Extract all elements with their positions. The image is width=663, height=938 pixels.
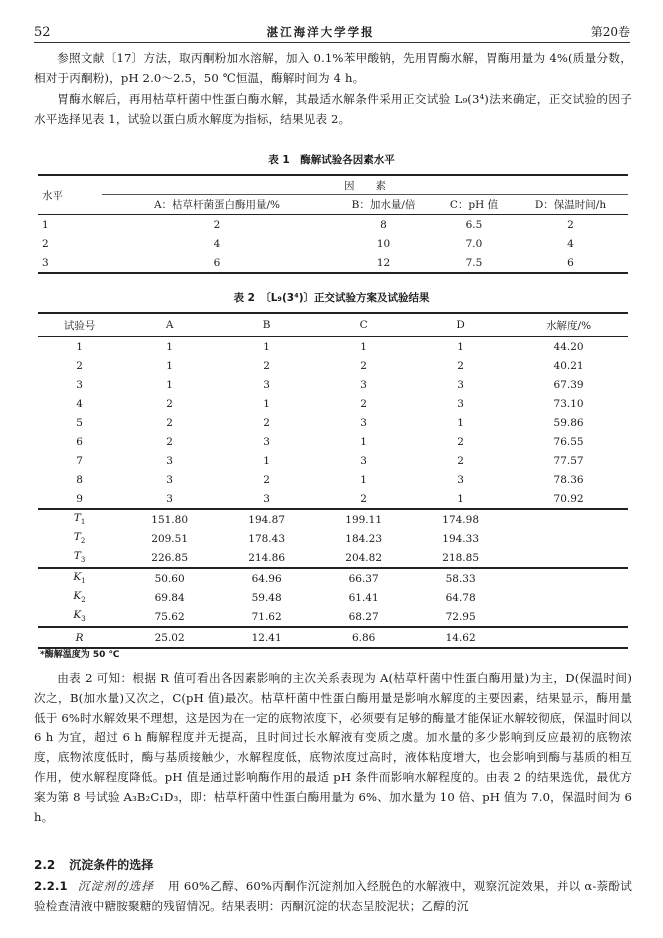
factor-level: 2 (166, 397, 173, 410)
stat-value: 61.41 (348, 591, 379, 604)
empty-cell (509, 529, 628, 548)
table1-row (38, 215, 628, 235)
table2-col-c: C (315, 313, 412, 337)
table1 (38, 174, 628, 274)
table2-k-row (38, 568, 628, 588)
table2-r-row (38, 627, 628, 648)
discussion-paragraph: 由表 2 可知：根据 R 值可看出各因素影响的主次关系表现为 A(枯草杆菌中性蛋白酶用量)为主，D(保温时间)次之，B(加水量)又次之，C(pH 值)最次。枯草杆菌中性蛋白酶用量是影响水解度的主要因素，结果显示，酶用量低于 6%时水解效果不理想，这是因为在一定的底物浓度下，必须要有足够的酶量才能保证水解较彻底，保温时间以 6 h 为宜，超过 6 h 酶解程度并无提高，且时间过长水解液有变质之虞。加水量的多少影响到反应最初的底物浓度，底物浓度低时，酶与基质接触少，水解程度低，底物浓度过高时，液体粘度增大，也会影响到酶与基质的相互作用，使水解程度降低。pH 值是通过影响酶作用的最适 pH 条件而影响水解程度的。由表 2 的结果选优，最优方案为第 8 号试验 A₃B₂C₁D₃，即：枯草杆菌中性蛋白酶用量为 6%、加水量为 10 倍、pH 值为 7.0，保温时间为 6 h。 (34, 671, 632, 824)
factor-level: 2 (360, 359, 367, 372)
stat-value: 68.27 (348, 610, 379, 623)
stat-subscript: 2 (80, 537, 86, 546)
journal-title: 湛江海洋大学学报 (266, 25, 375, 39)
stat-value: 209.51 (151, 532, 189, 545)
stat-value: 199.11 (315, 509, 412, 529)
page-number: 52 (34, 25, 51, 40)
stat-value: 64.78 (445, 591, 476, 604)
table1-cell: 6.5 (465, 218, 483, 231)
table1-col-a: A：枯草杆菌蛋白酶用量/% (102, 195, 332, 215)
table1-caption: 表 1 酶解试验各因素水平 (268, 154, 395, 166)
factor-level: 1 (166, 378, 173, 391)
factor-level: 3 (360, 454, 367, 467)
stat-value: 71.62 (251, 610, 282, 623)
table1-cell: 6 (513, 253, 628, 273)
table2-t-row (38, 509, 628, 529)
factor-level: 3 (360, 378, 367, 391)
stat-label (38, 568, 121, 588)
table1-cell: 7.0 (465, 237, 483, 250)
stat-value: 184.23 (345, 532, 383, 545)
stat-value: 59.48 (251, 591, 282, 604)
stat-value: 151.80 (121, 509, 218, 529)
factor-level: 3 (166, 473, 173, 486)
table2-row (38, 356, 628, 375)
stat-label (38, 509, 121, 529)
stat-symbol: K (73, 590, 82, 603)
stat-value: 58.33 (412, 568, 509, 588)
factor-level: 3 (263, 435, 270, 448)
factor-level: 3 (166, 492, 173, 505)
trial-number: 7 (76, 454, 83, 467)
table1-cell: 2 (567, 218, 574, 231)
table1-level: 2 (42, 237, 49, 250)
section-title: 沉淀条件的选择 (69, 858, 154, 872)
trial-number: 3 (76, 378, 83, 391)
factor-level: 2 (263, 416, 270, 429)
trial-number: 8 (76, 473, 83, 486)
table2-row (38, 394, 628, 413)
factor-level: 3 (360, 416, 367, 429)
empty-cell (509, 588, 628, 607)
empty-cell (509, 568, 628, 588)
factor-level: 1 (263, 340, 270, 353)
stat-label (38, 548, 121, 568)
factor-level: 1 (166, 359, 173, 372)
factor-level: 2 (457, 359, 464, 372)
factor-level: 2 (263, 473, 270, 486)
factor-level: 2 (457, 454, 464, 467)
stat-symbol: T (73, 512, 81, 525)
stat-value: 194.33 (442, 532, 480, 545)
stat-value: 14.62 (412, 627, 509, 648)
section-number: 2.2 (34, 858, 56, 872)
table2-row (38, 451, 628, 470)
table1-col-b: B：加水量/倍 (332, 195, 435, 215)
table1-cell: 12 (332, 253, 435, 273)
factor-level: 2 (457, 435, 464, 448)
table1-col-d: D：保温时间/h (513, 195, 628, 215)
trial-number: 6 (76, 435, 83, 448)
factor-level: 1 (263, 397, 270, 410)
stat-value: 174.98 (412, 509, 509, 529)
table1-level: 1 (42, 218, 49, 231)
subsection-title: 沉淀剂的选择 (77, 879, 155, 893)
stat-value: 6.86 (315, 627, 412, 648)
stat-value: 214.86 (248, 551, 286, 564)
table2-row (38, 470, 628, 489)
table1-cell: 4 (213, 237, 221, 250)
hydrolysis-value: 44.20 (553, 340, 584, 353)
factor-level: 2 (360, 492, 367, 505)
table2-footnote: *酶解温度为 50 ℃ (40, 650, 120, 660)
factor-level: 1 (360, 435, 367, 448)
trial-number: 2 (76, 359, 83, 372)
factor-level: 3 (457, 397, 464, 410)
stat-value: 218.85 (442, 551, 480, 564)
intro-paragraph-2: 胃酶水解后，再用枯草杆菌中性蛋白酶水解，其最适水解条件采用正交试验 L₉(3⁴)法来确定，正交试验的因子水平选择见表 1，试验以蛋白质水解度为指标，结果见表 2。 (34, 92, 632, 126)
factor-level: 3 (166, 454, 173, 467)
table2-t-row (38, 548, 628, 568)
table1-cell: 6 (102, 253, 332, 273)
table1-header-row (38, 175, 628, 195)
table1-row (38, 234, 628, 253)
table2-k-row (38, 588, 628, 607)
factor-level: 2 (263, 359, 270, 372)
stat-symbol: T (73, 550, 81, 563)
empty-cell (509, 627, 628, 648)
section-2-2-heading (34, 856, 153, 873)
stat-label (38, 529, 121, 548)
hydrolysis-value: 76.55 (553, 435, 584, 448)
intro-paragraph-1: 参照文献〔17〕方法，取丙酮粉加水溶解，加入 0.1%苯甲酸钠，先用胃酶水解，胃酶用量为 4%(质量分数，相对于丙酮粉)，pH 2.0～2.5，50 ℃恒温，酶解时间为 4 h。 (34, 51, 632, 85)
table1-cell: 7.5 (435, 253, 513, 273)
volume-label: 第20卷 (590, 25, 630, 39)
stat-value: 178.43 (248, 532, 286, 545)
table2 (38, 312, 628, 649)
table2-col-d: D (412, 313, 509, 337)
table1-cell: 10 (376, 237, 391, 250)
hydrolysis-value: 70.92 (553, 492, 584, 505)
hydrolysis-value: 73.10 (553, 397, 584, 410)
table2-row (38, 432, 628, 451)
hydrolysis-value: 77.57 (553, 454, 584, 467)
table2-k-row (38, 607, 628, 627)
stat-value: 12.41 (218, 627, 315, 648)
factor-level: 3 (263, 378, 270, 391)
table1-cell: 8 (380, 218, 387, 231)
stat-symbol: T (73, 531, 81, 544)
stat-label (38, 607, 121, 627)
trial-number: 9 (76, 492, 83, 505)
table2-col-b: B (218, 313, 315, 337)
table2-col-trial: 试验号 (38, 313, 121, 337)
stat-value: 72.95 (445, 610, 476, 623)
stat-symbol: K (73, 571, 82, 584)
table2-row (38, 489, 628, 509)
table1-level: 3 (38, 253, 102, 273)
factor-level: 1 (360, 473, 367, 486)
table1-column-row (38, 195, 628, 215)
stat-subscript: 3 (81, 615, 86, 624)
table1-row (38, 253, 628, 273)
empty-cell (509, 607, 628, 627)
table2-col-hydrolysis: 水解度/% (509, 313, 628, 337)
stat-subscript: 1 (80, 518, 86, 527)
stat-value: 66.37 (315, 568, 412, 588)
stat-subscript: 2 (81, 596, 86, 605)
factor-level: 3 (457, 378, 464, 391)
subsection-text: 用 60%乙醇、60%丙酮作沉淀剂加入经脱色的水解液中，观察沉淀效果，并以 α-萘酚试验检查清液中糖胺聚糖的残留情况。结果表明：丙酮沉淀的状态呈胶泥状；乙醇的沉 (34, 879, 632, 913)
factor-level: 3 (457, 473, 464, 486)
table1-row-header: 水平 (38, 175, 102, 215)
factor-level: 2 (166, 435, 173, 448)
stat-symbol: K (73, 609, 82, 622)
table1-group-header: 因 素 (102, 175, 628, 195)
section-2-2-1-paragraph (34, 876, 632, 916)
factor-level: 1 (166, 340, 173, 353)
empty-cell (509, 509, 628, 529)
factor-level: 1 (457, 492, 464, 505)
hydrolysis-value: 59.86 (553, 416, 584, 429)
running-head (34, 16, 630, 43)
hydrolysis-value: 40.21 (553, 359, 584, 372)
trial-number: 4 (76, 397, 83, 410)
stat-value: 226.85 (151, 551, 189, 564)
stat-value: 64.96 (218, 568, 315, 588)
table2-row (38, 337, 628, 357)
stat-symbol: R (75, 631, 84, 644)
table2-header-row (38, 313, 628, 337)
empty-cell (509, 548, 628, 568)
stat-label (38, 627, 121, 648)
stat-value: 69.84 (154, 591, 185, 604)
hydrolysis-value: 67.39 (553, 378, 584, 391)
hydrolysis-value: 78.36 (553, 473, 584, 486)
factor-level: 2 (166, 416, 173, 429)
table2-col-a: A (121, 313, 218, 337)
table2-row (38, 413, 628, 432)
factor-level: 1 (457, 416, 464, 429)
table1-col-c: C：pH 值 (435, 195, 513, 215)
stat-value: 75.62 (154, 610, 185, 623)
factor-level: 1 (457, 340, 464, 353)
table1-cell: 4 (567, 237, 574, 250)
factor-level: 1 (263, 454, 270, 467)
trial-number: 1 (76, 340, 83, 353)
table1-cell: 2 (213, 218, 221, 231)
table2-t-row (38, 529, 628, 548)
stat-value: 194.87 (218, 509, 315, 529)
trial-number: 5 (76, 416, 83, 429)
factor-level: 1 (360, 340, 367, 353)
factor-level: 2 (360, 397, 367, 410)
subsection-number: 2.2.1 (34, 879, 68, 893)
stat-subscript: 1 (81, 577, 86, 586)
table2-row (38, 375, 628, 394)
table2-caption: 表 2 〔L₉(3⁴)〕正交试验方案及试验结果 (233, 292, 430, 304)
stat-value: 25.02 (121, 627, 218, 648)
factor-level: 3 (263, 492, 270, 505)
stat-subscript: 3 (80, 556, 86, 565)
stat-value: 204.82 (345, 551, 383, 564)
stat-value: 50.60 (121, 568, 218, 588)
stat-label (38, 588, 121, 607)
